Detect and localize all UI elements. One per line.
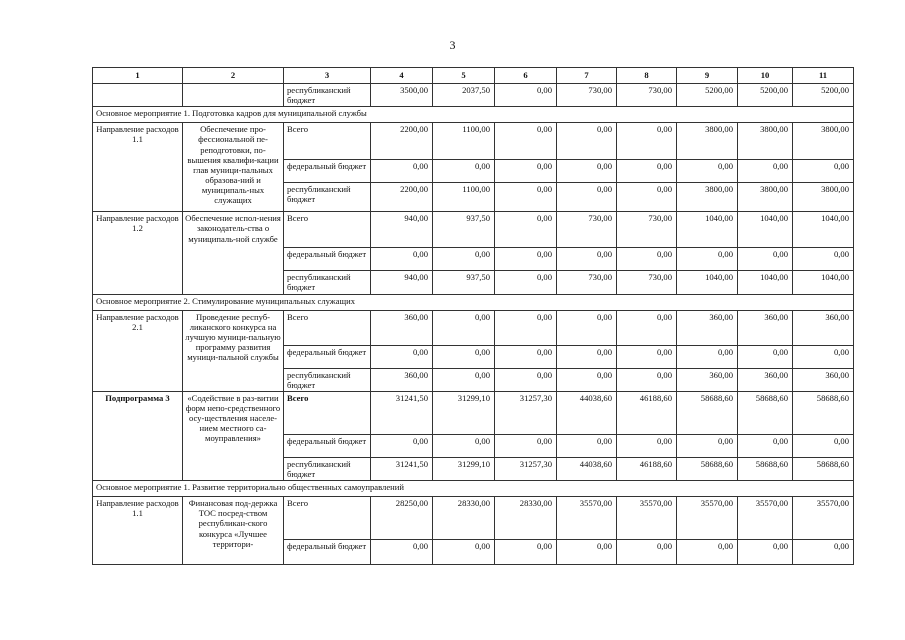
value-cell: 0,00: [495, 160, 557, 183]
value-cell: 1040,00: [738, 271, 793, 294]
value-cell: 0,00: [557, 310, 617, 345]
value-cell: 0,00: [793, 540, 854, 565]
value-cell: 28330,00: [495, 497, 557, 540]
section-title: Основное мероприятие 2. Стимулирование муниципальных служащих: [93, 294, 854, 310]
source-label: федеральный бюджет: [284, 160, 371, 183]
value-cell: 35570,00: [793, 497, 854, 540]
value-cell: 0,00: [793, 160, 854, 183]
value-cell: 0,00: [617, 345, 677, 368]
value-cell: 3800,00: [793, 123, 854, 160]
value-cell: 28330,00: [433, 497, 495, 540]
value-cell: 0,00: [557, 368, 617, 391]
value-cell: 0,00: [371, 345, 433, 368]
value-cell: 360,00: [677, 368, 738, 391]
value-cell: 937,50: [433, 271, 495, 294]
value-cell: 2200,00: [371, 123, 433, 160]
value-cell: 0,00: [557, 248, 617, 271]
value-cell: 58688,60: [793, 457, 854, 480]
value-cell: 940,00: [371, 271, 433, 294]
source-label: республиканский бюджет: [284, 183, 371, 212]
header-cell: 10: [738, 68, 793, 84]
value-cell: 31241,50: [371, 457, 433, 480]
value-cell: 0,00: [433, 160, 495, 183]
value-cell: 0,00: [495, 345, 557, 368]
table-row: [93, 84, 854, 107]
value-cell: 1040,00: [793, 271, 854, 294]
value-cell: 0,00: [557, 345, 617, 368]
value-cell: 58688,60: [738, 457, 793, 480]
value-cell: 0,00: [617, 434, 677, 457]
value-cell: 31299,10: [433, 391, 495, 434]
value-cell: 0,00: [738, 540, 793, 565]
table-row: [93, 294, 854, 310]
value-cell: 730,00: [617, 212, 677, 248]
value-cell: 0,00: [738, 160, 793, 183]
value-cell: 0,00: [495, 271, 557, 294]
value-cell: 0,00: [617, 183, 677, 212]
value-cell: 0,00: [557, 540, 617, 565]
direction-label: Направление расходов 1.1: [93, 123, 183, 212]
value-cell: 46188,60: [617, 391, 677, 434]
table-row: [93, 391, 854, 434]
value-cell: 58688,60: [738, 391, 793, 434]
value-cell: 3800,00: [793, 183, 854, 212]
value-cell: 0,00: [495, 84, 557, 107]
header-cell: 4: [371, 68, 433, 84]
value-cell: 3500,00: [371, 84, 433, 107]
value-cell: 5200,00: [738, 84, 793, 107]
value-cell: 1100,00: [433, 123, 495, 160]
table-row: [93, 310, 854, 345]
value-cell: 0,00: [793, 345, 854, 368]
value-cell: 0,00: [371, 248, 433, 271]
value-cell: 0,00: [617, 123, 677, 160]
value-cell: 0,00: [738, 434, 793, 457]
value-cell: 0,00: [557, 183, 617, 212]
value-cell: 31299,10: [433, 457, 495, 480]
value-cell: 0,00: [557, 434, 617, 457]
value-cell: 0,00: [617, 368, 677, 391]
value-cell: 0,00: [617, 310, 677, 345]
value-cell: 0,00: [371, 540, 433, 565]
value-cell: 3800,00: [677, 123, 738, 160]
value-cell: 360,00: [738, 310, 793, 345]
value-cell: 730,00: [557, 212, 617, 248]
description: Обеспечение испол-нения законодатель-ства о муниципаль-ной службе: [183, 212, 284, 294]
value-cell: 0,00: [793, 248, 854, 271]
value-cell: 0,00: [557, 123, 617, 160]
header-cell: 2: [183, 68, 284, 84]
value-cell: 2200,00: [371, 183, 433, 212]
value-cell: 35570,00: [677, 497, 738, 540]
budget-table: [92, 67, 854, 565]
value-cell: 360,00: [738, 368, 793, 391]
value-cell: 35570,00: [617, 497, 677, 540]
direction-label: Направление расходов 1.2: [93, 212, 183, 294]
value-cell: 3800,00: [738, 123, 793, 160]
value-cell: 58688,60: [793, 391, 854, 434]
value-cell: 46188,60: [617, 457, 677, 480]
value-cell: 0,00: [617, 248, 677, 271]
value-cell: 360,00: [677, 310, 738, 345]
page-number: 3: [449, 38, 456, 52]
value-cell: 360,00: [371, 310, 433, 345]
header-cell: 9: [677, 68, 738, 84]
value-cell: 2037,50: [433, 84, 495, 107]
value-cell: 1040,00: [738, 212, 793, 248]
table-row: [93, 123, 854, 160]
value-cell: 0,00: [738, 345, 793, 368]
value-cell: 1040,00: [677, 271, 738, 294]
value-cell: 0,00: [617, 540, 677, 565]
value-cell: 31257,30: [495, 457, 557, 480]
source-label: федеральный бюджет: [284, 345, 371, 368]
value-cell: 0,00: [677, 434, 738, 457]
direction-label: Направление расходов 2.1: [93, 310, 183, 391]
value-cell: 1040,00: [677, 212, 738, 248]
value-cell: 360,00: [371, 368, 433, 391]
source-label: республиканский бюджет: [284, 368, 371, 391]
value-cell: 3800,00: [677, 183, 738, 212]
value-cell: 58688,60: [677, 391, 738, 434]
description: «Содействие в раз-витии форм непо-средственного осу-ществления населе-нием местного са-моуправления»: [183, 391, 284, 480]
value-cell: 35570,00: [738, 497, 793, 540]
value-cell: 1040,00: [793, 212, 854, 248]
header-cell: 11: [793, 68, 854, 84]
value-cell: 0,00: [495, 183, 557, 212]
value-cell: 360,00: [793, 368, 854, 391]
table-row: [93, 497, 854, 540]
source-label: республиканский бюджет: [284, 84, 371, 107]
value-cell: 0,00: [433, 248, 495, 271]
value-cell: 0,00: [677, 540, 738, 565]
value-cell: 0,00: [495, 310, 557, 345]
header-cell: 3: [284, 68, 371, 84]
header-cell: 5: [433, 68, 495, 84]
value-cell: 0,00: [738, 248, 793, 271]
direction-label: Подпрограмма 3: [93, 391, 183, 480]
empty-cell: [93, 84, 183, 107]
value-cell: 1100,00: [433, 183, 495, 212]
value-cell: 730,00: [617, 84, 677, 107]
header-cell: 8: [617, 68, 677, 84]
source-label: республиканский бюджет: [284, 457, 371, 480]
table-row: [93, 212, 854, 248]
value-cell: 0,00: [677, 345, 738, 368]
value-cell: 3800,00: [738, 183, 793, 212]
value-cell: 0,00: [433, 434, 495, 457]
value-cell: 730,00: [557, 84, 617, 107]
value-cell: 940,00: [371, 212, 433, 248]
source-label: Всего: [284, 212, 371, 248]
source-label: федеральный бюджет: [284, 434, 371, 457]
empty-cell: [183, 84, 284, 107]
value-cell: 0,00: [495, 212, 557, 248]
value-cell: 28250,00: [371, 497, 433, 540]
value-cell: 730,00: [617, 271, 677, 294]
value-cell: 0,00: [557, 160, 617, 183]
source-label: Всего: [284, 391, 371, 434]
value-cell: 0,00: [617, 160, 677, 183]
direction-label: Направление расходов 1.1: [93, 497, 183, 565]
header-row: [93, 68, 854, 84]
source-label: республиканский бюджет: [284, 271, 371, 294]
value-cell: 0,00: [433, 368, 495, 391]
description: Обеспечение про-фессиональной пе-реподготовки, по-вышения квалифи-кации глав муници-пальных образова-ний и муниципаль-ных служащих: [183, 123, 284, 212]
source-label: федеральный бюджет: [284, 540, 371, 565]
value-cell: 0,00: [433, 345, 495, 368]
value-cell: 0,00: [371, 160, 433, 183]
value-cell: 0,00: [677, 248, 738, 271]
value-cell: 0,00: [495, 540, 557, 565]
value-cell: 0,00: [495, 368, 557, 391]
value-cell: 31257,30: [495, 391, 557, 434]
header-cell: 7: [557, 68, 617, 84]
value-cell: 44038,60: [557, 457, 617, 480]
table-row: [93, 481, 854, 497]
source-label: Всего: [284, 123, 371, 160]
section-title: Основное мероприятие 1. Подготовка кадров для муниципальной службы: [93, 107, 854, 123]
value-cell: 44038,60: [557, 391, 617, 434]
value-cell: 937,50: [433, 212, 495, 248]
value-cell: 360,00: [793, 310, 854, 345]
value-cell: 0,00: [433, 540, 495, 565]
value-cell: 0,00: [793, 434, 854, 457]
source-label: Всего: [284, 497, 371, 540]
value-cell: 5200,00: [677, 84, 738, 107]
source-label: Всего: [284, 310, 371, 345]
value-cell: 0,00: [677, 160, 738, 183]
value-cell: 0,00: [371, 434, 433, 457]
value-cell: 35570,00: [557, 497, 617, 540]
value-cell: 5200,00: [793, 84, 854, 107]
description: Проведение респуб-ликанского конкурса на лучшую муници-пальную программу развития муници-пальной службы: [183, 310, 284, 391]
section-title: Основное мероприятие 1. Развитие территориально общественных самоуправлений: [93, 481, 854, 497]
value-cell: 58688,60: [677, 457, 738, 480]
value-cell: 0,00: [495, 248, 557, 271]
source-label: федеральный бюджет: [284, 248, 371, 271]
header-cell: 1: [93, 68, 183, 84]
value-cell: 31241,50: [371, 391, 433, 434]
header-cell: 6: [495, 68, 557, 84]
table-row: [93, 107, 854, 123]
description: Финансовая под-держка ТОС посред-ством республикан-ского конкурса «Лучшее территори-: [183, 497, 284, 565]
value-cell: 730,00: [557, 271, 617, 294]
value-cell: 0,00: [433, 310, 495, 345]
value-cell: 0,00: [495, 123, 557, 160]
value-cell: 0,00: [495, 434, 557, 457]
